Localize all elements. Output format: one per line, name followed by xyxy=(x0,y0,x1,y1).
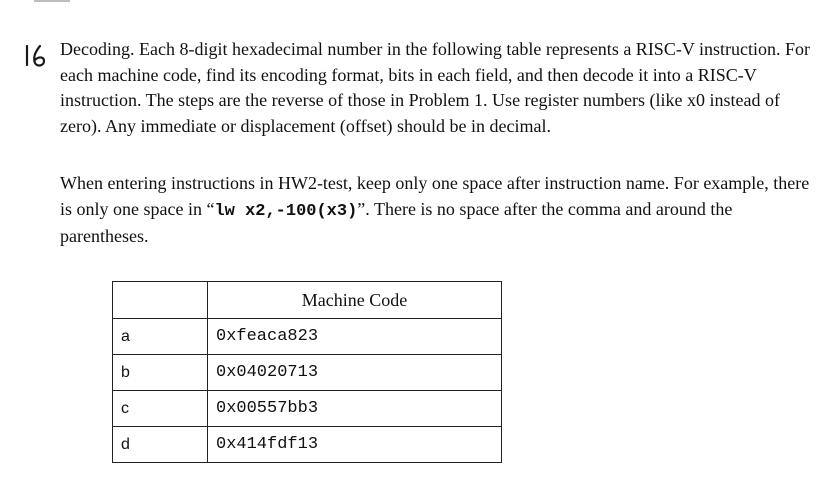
problem-description: Decoding. Each 8-digit hexadecimal number in the following table represents a RISC-V instruction. For each machine code, find its encoding format, bits in each field, and then decode it into a RISC-V instruction. The steps are the reverse of those in Problem 1. Use register numbers (like x0 instead of zero). Any immediate or displacement (offset) should be in decimal. xyxy=(60,39,810,136)
formatting-instructions xyxy=(60,171,820,250)
table-row xyxy=(113,391,502,427)
row-label-b: b xyxy=(113,355,208,391)
machine-code-c: 0x00557bb3 xyxy=(208,391,502,427)
header-label-cell xyxy=(113,282,208,319)
header-machine-code: Machine Code xyxy=(208,282,502,319)
row-label-d: d xyxy=(113,427,208,463)
handwritten-problem-number xyxy=(22,44,54,68)
instructions-text-after: ”. There is no space after the comma and around the parentheses. xyxy=(60,198,733,246)
table-row xyxy=(113,319,502,355)
row-label-a: a xyxy=(113,319,208,355)
example-instruction-code: lw x2,-100(x3) xyxy=(214,201,358,221)
top-edge-mark xyxy=(34,0,70,2)
instructions-text-before: When entering instructions in HW2-test, keep only one space after instruction name. For example, there is only one space in “ xyxy=(60,173,810,219)
row-label-c: c xyxy=(113,391,208,427)
machine-code-a: 0xfeaca823 xyxy=(208,319,502,355)
table-row xyxy=(113,427,502,463)
table-header-row xyxy=(113,282,502,319)
machine-code-d: 0x414fdf13 xyxy=(208,427,502,463)
machine-code-table xyxy=(112,281,502,463)
machine-code-b: 0x04020713 xyxy=(208,355,502,391)
table-row xyxy=(113,355,502,391)
